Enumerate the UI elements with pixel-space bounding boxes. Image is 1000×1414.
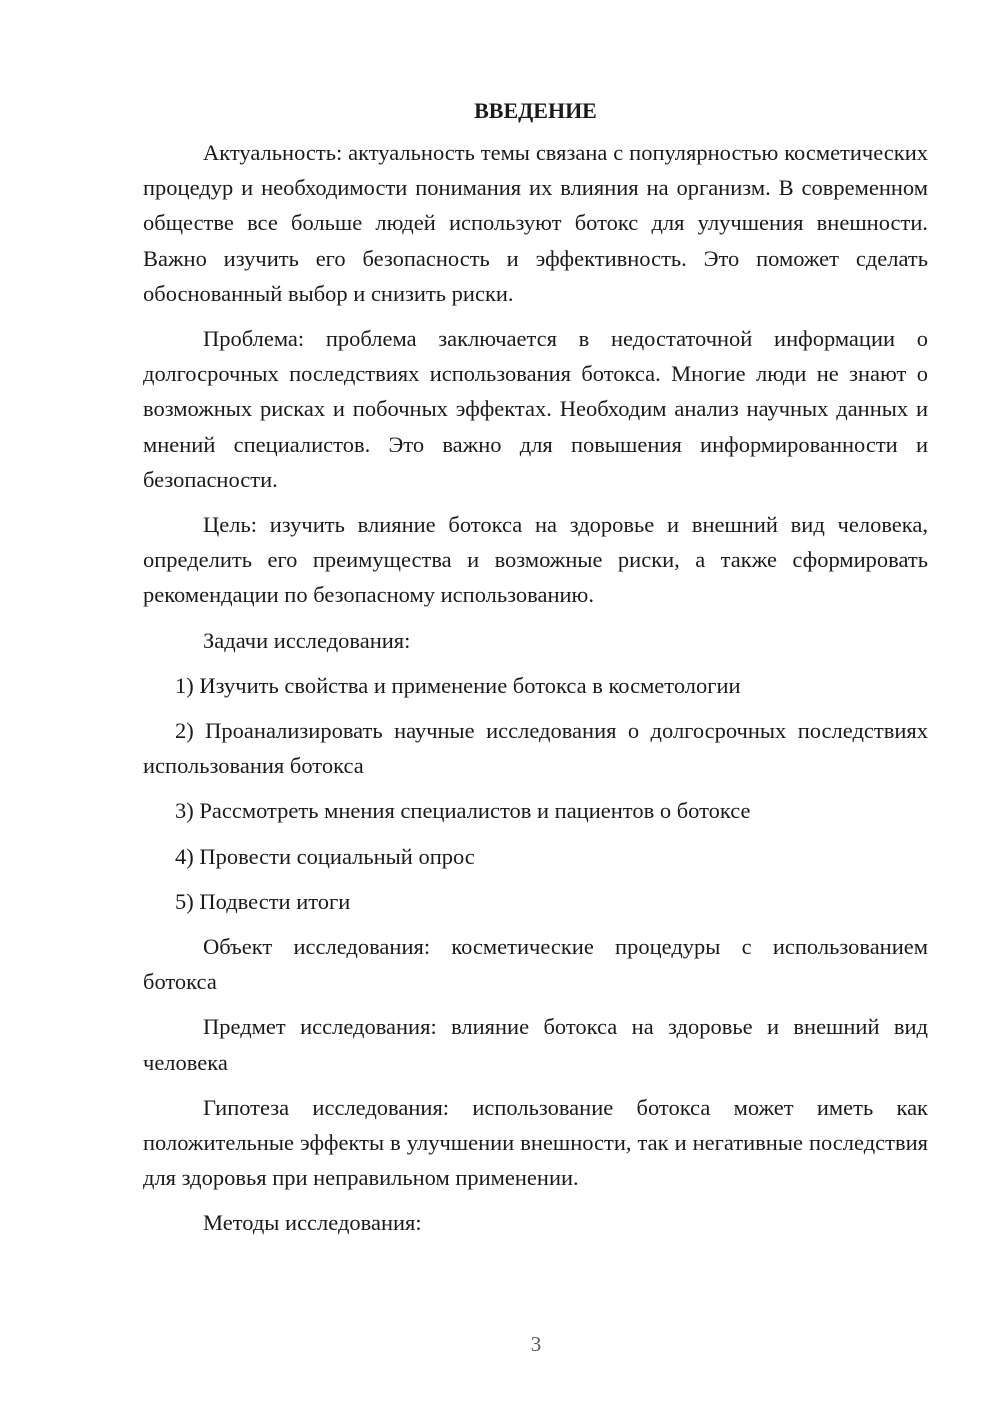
paragraph-goal: Цель: изучить влияние ботокса на здоровье и внешний вид человека, определить его преимущества и возможные риски, а также сформировать рекомендации по безопасному использованию.	[143, 512, 928, 608]
section-title: ВВЕДЕНИЕ	[474, 98, 597, 123]
task-item-3: 3) Рассмотреть мнения специалистов и пациентов о ботоксе	[175, 798, 751, 824]
paragraph-tasks-heading: Задачи исследования:	[203, 627, 411, 653]
paragraph-relevance: Актуальность: актуальность темы связана с популярностью косметических процедур и необходимости понимания их влияния на организм. В современном обществе все больше людей используют ботокс для улучшения внешности. Важно изучить его безопасность и эффективность. Это поможет сделать обоснованный выбор и снизить риски.	[143, 140, 928, 306]
paragraph-hypothesis: Гипотеза исследования: использование ботокса может иметь как положительные эффекты в улучшении внешности, так и негативные последствия для здоровья при неправильном применении.	[143, 1094, 928, 1191]
page-number: 3	[530, 1332, 542, 1356]
paragraph-methods: Методы исследования:	[203, 1210, 422, 1236]
task-item-1: 1) Изучить свойства и применение ботокса в косметологии	[175, 672, 741, 698]
page-body	[143, 96, 928, 1251]
paragraph-object: Объект исследования: косметические процедуры с использованием ботокса	[143, 934, 928, 995]
paragraph-problem: Проблема: проблема заключается в недостаточной информации о долгосрочных последствиях использования ботокса. Многие люди не знают о возможных рисках и побочных эффектах. Необходим анализ научных данных и мнений специалистов. Это важно для повышения информированности и безопасности.	[143, 326, 928, 492]
paragraph-subject: Предмет исследования: влияние ботокса на здоровье и внешний вид человека	[143, 1014, 928, 1075]
task-item-2: 2) Проанализировать научные исследования о долгосрочных последствиях использования ботокса	[143, 718, 928, 779]
task-item-4: 4) Провести социальный опрос	[175, 843, 475, 869]
task-item-5: 5) Подвести итоги	[175, 888, 351, 914]
